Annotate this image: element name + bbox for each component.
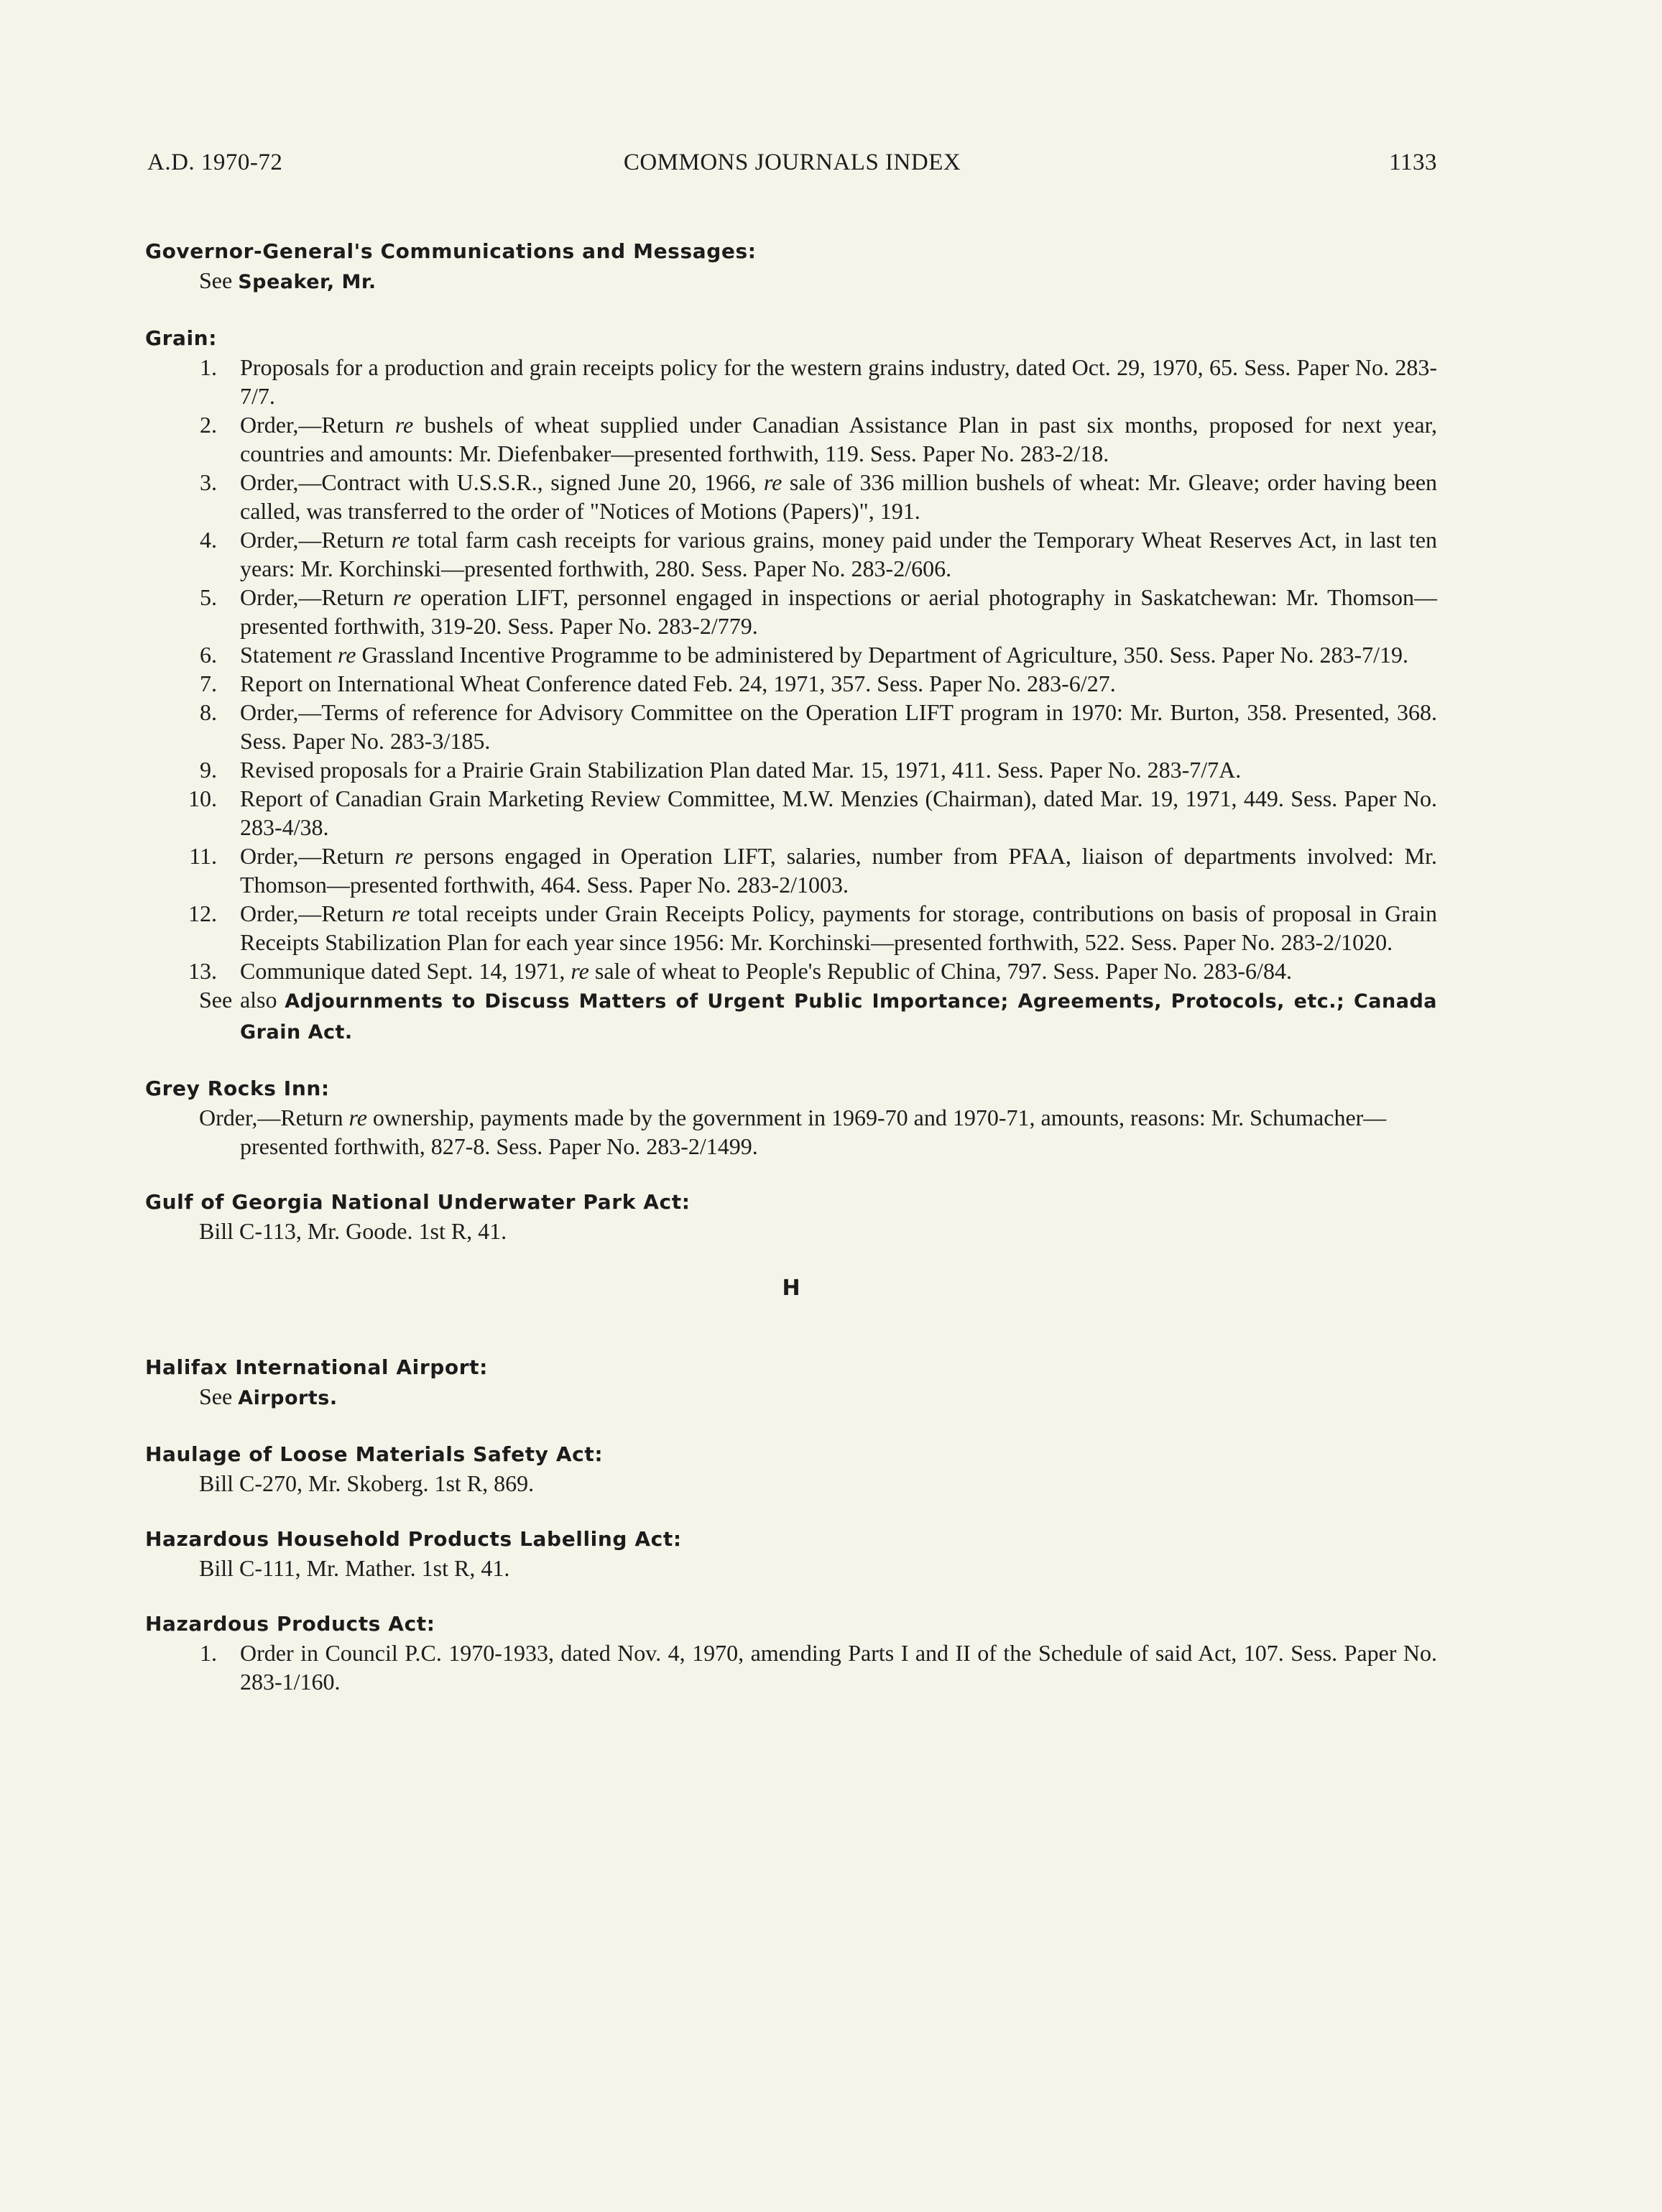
entry-item: [145, 899, 1437, 957]
entry-item: [145, 410, 1437, 468]
see-target: Speaker, Mr.: [238, 271, 377, 293]
index-entry: [145, 324, 1437, 1047]
index-entry: [145, 1525, 1437, 1582]
item-number: 11.: [189, 843, 217, 869]
item-text: Order,—Return re bushels of wheat supplied under Canadian Assistance Plan in past six months, proposed for next year, countries and amounts: Mr. Diefenbaker—presented forthwith, 119. Sess. Paper No. 283-2/18.: [240, 412, 1438, 466]
entry-item: [145, 842, 1437, 899]
entry-item: [145, 755, 1437, 784]
running-head-date: A.D. 1970-72: [147, 149, 283, 175]
section-letter: H: [782, 1276, 800, 1301]
index-body: [145, 237, 1437, 1723]
index-entry: [145, 1188, 1437, 1245]
entry-heading: Haulage of Loose Materials Safety Act:: [145, 1442, 604, 1466]
item-text: Statement re Grassland Incentive Programme to be administered by Department of Agriculture, 350. Sess. Paper No. 283-7/19.: [240, 642, 1408, 668]
item-number: 1.: [200, 354, 217, 380]
entry-item: [145, 669, 1437, 698]
entry-heading: Halifax International Airport:: [145, 1355, 488, 1379]
entry-item: [145, 1639, 1437, 1696]
see-also-reference: [145, 985, 1437, 1047]
latin-re: re: [392, 900, 410, 926]
see-label: See: [199, 267, 239, 293]
entry-item-list: [145, 353, 1437, 985]
item-text: Order in Council P.C. 1970-1933, dated Nov. 4, 1970, amending Parts I and II of the Schedule of said Act, 107. Sess. Paper No. 283-1/160.: [240, 1640, 1437, 1695]
latin-re: re: [763, 469, 782, 495]
index-entry: [145, 1074, 1437, 1161]
latin-re: re: [394, 412, 414, 438]
item-number: 8.: [200, 699, 217, 725]
item-text: Order,—Terms of reference for Advisory Committee on the Operation LIFT program in 1970: Mr. Burton, 358. Presented, 368. Sess. Paper No. 283-3/185.: [240, 699, 1437, 754]
item-number: 9.: [200, 757, 217, 783]
item-number: 1.: [200, 1640, 217, 1666]
index-entry: [145, 1610, 1437, 1696]
item-number: 10.: [188, 785, 217, 811]
item-number: 12.: [188, 900, 217, 926]
entry-item: [145, 698, 1437, 755]
entry-item: [145, 583, 1437, 640]
entry-heading: Grey Rocks Inn:: [145, 1077, 330, 1100]
entry-item: [145, 784, 1437, 842]
entry-heading: Gulf of Georgia National Underwater Park Act:: [145, 1190, 691, 1214]
item-text: Revised proposals for a Prairie Grain Stabilization Plan dated Mar. 15, 1971, 411. Sess. Paper No. 283-7/7A.: [240, 757, 1242, 783]
see-target: Airports.: [238, 1387, 338, 1409]
see-reference: [145, 1382, 1437, 1413]
item-number: 7.: [200, 670, 217, 696]
latin-re: re: [394, 843, 413, 869]
entry-item: [145, 353, 1437, 410]
see-also-target: Adjournments to Discuss Matters of Urgent Public Importance; Agreements, Protocols, etc.; Canada Grain Act.: [240, 990, 1438, 1043]
entry-item-list: [145, 1639, 1437, 1696]
item-text: Report on International Wheat Conference dated Feb. 24, 1971, 357. Sess. Paper No. 283-6/27.: [240, 670, 1116, 696]
item-number: 4.: [200, 527, 217, 553]
see-also-label: See also: [199, 987, 285, 1013]
entry-heading: Hazardous Products Act:: [145, 1612, 435, 1636]
entry-item: [145, 957, 1437, 985]
entry-text: Order,—Return re ownership, payments made by the government in 1969-70 and 1970-71, amounts, reasons: Mr. Schumacher—presented forthwith, 827-8. Sess. Paper No. 283-2/1499.: [199, 1105, 1387, 1159]
item-text: Order,—Return re total receipts under Grain Receipts Policy, payments for storage, contributions on basis of proposal in Grain Receipts Stabilization Plan for each year since 1956: Mr. Korchinski—presented forthwith, 522. Sess. Paper No. 283-2/1020.: [240, 900, 1438, 955]
entry-text: Bill C-111, Mr. Mather. 1st R, 41.: [199, 1555, 510, 1581]
item-number: 13.: [188, 958, 217, 984]
index-entry: [145, 1353, 1437, 1413]
item-number: 6.: [200, 642, 217, 668]
latin-re: re: [391, 527, 410, 553]
index-entry: [145, 1440, 1437, 1498]
see-label: See: [199, 1383, 239, 1409]
item-number: 3.: [200, 469, 217, 495]
entry-text: Bill C-270, Mr. Skoberg. 1st R, 869.: [199, 1470, 535, 1496]
item-text: Order,—Return re total farm cash receipts for various grains, money paid under the Temporary Wheat Reserves Act, in last ten years: Mr. Korchinski—presented forthwith, 280. Sess. Paper No. 283-2/606.: [240, 527, 1438, 581]
latin-re: re: [571, 958, 589, 984]
entry-item: [145, 525, 1437, 583]
see-reference: [145, 266, 1437, 297]
item-text: Proposals for a production and grain receipts policy for the western grains industry, dated Oct. 29, 1970, 65. Sess. Paper No. 283-7/7.: [240, 354, 1437, 409]
item-text: Communique dated Sept. 14, 1971, re sale of wheat to People's Republic of China, 797. Sess. Paper No. 283-6/84.: [240, 958, 1292, 984]
entry-item: [145, 640, 1437, 669]
entry-item: [145, 468, 1437, 525]
entry-heading: Grain:: [145, 326, 218, 350]
entry-heading: Hazardous Household Products Labelling Act:: [145, 1527, 682, 1551]
index-entry: [145, 237, 1437, 297]
item-text: Report of Canadian Grain Marketing Review Committee, M.W. Menzies (Chairman), dated Mar. 19, 1971, 449. Sess. Paper No. 283-4/38.: [240, 785, 1437, 840]
entry-text: Bill C-113, Mr. Goode. 1st R, 41.: [199, 1218, 507, 1244]
item-text: Order,—Return re operation LIFT, personnel engaged in inspections or aerial photography in Saskatchewan: Mr. Thomson—presented forthwith, 319-20. Sess. Paper No. 283-2/779.: [240, 584, 1438, 639]
item-number: 2.: [200, 412, 217, 438]
page-number: 1133: [1389, 149, 1437, 175]
latin-re: re: [392, 584, 412, 610]
item-text: Order,—Contract with U.S.S.R., signed June 20, 1966, re sale of 336 million bushels of wheat: Mr. Gleave; order having been called, was transferred to the order of "Notices of Motions (Papers)", 191.: [240, 469, 1438, 524]
item-text: Order,—Return re persons engaged in Operation LIFT, salaries, number from PFAA, liaison of departments involved: Mr. Thomson—presented forthwith, 464. Sess. Paper No. 283-2/1003.: [240, 843, 1438, 898]
entry-heading: Governor-General's Communications and Messages:: [145, 239, 757, 263]
running-head-title: COMMONS JOURNALS INDEX: [623, 149, 961, 175]
latin-re: re: [348, 1105, 367, 1130]
running-head: [147, 149, 1437, 185]
item-number: 5.: [200, 584, 217, 610]
latin-re: re: [337, 642, 356, 668]
